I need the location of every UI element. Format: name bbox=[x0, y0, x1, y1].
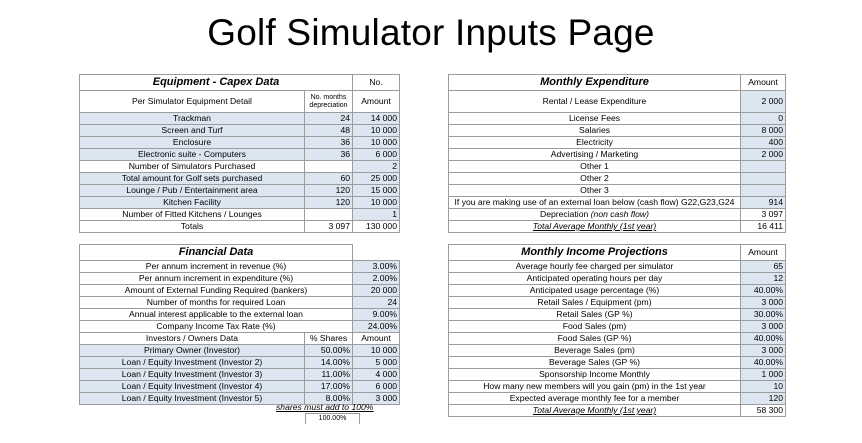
expenditure-row-value-cell[interactable] bbox=[741, 173, 786, 185]
equipment-header: Equipment - Capex Data bbox=[80, 75, 353, 91]
equipment-row-amount-cell[interactable]: 1 bbox=[353, 209, 400, 221]
expenditure-row bbox=[449, 185, 786, 197]
investors-shares-header: % Shares bbox=[305, 333, 353, 345]
equipment-row-months-cell[interactable]: 24 bbox=[305, 113, 353, 125]
investor-row bbox=[80, 345, 400, 357]
income-row-label: Sponsorship Income Monthly bbox=[449, 369, 741, 381]
income-row bbox=[449, 297, 786, 309]
expenditure-row bbox=[449, 197, 786, 209]
income-total-value: 58 300 bbox=[741, 405, 786, 417]
financial-row-value-cell[interactable]: 24 bbox=[353, 297, 400, 309]
financial-row-label: Per annum increment in revenue (%) bbox=[80, 261, 353, 273]
expenditure-total-label: Total Average Monthly (1st year) bbox=[449, 221, 741, 233]
income-total-label: Total Average Monthly (1st year) bbox=[449, 405, 741, 417]
expenditure-row-value-cell[interactable]: 2 000 bbox=[741, 91, 786, 113]
financial-header: Financial Data bbox=[80, 245, 353, 261]
equipment-row-label: Trackman bbox=[80, 113, 305, 125]
investor-row-label: Primary Owner (Investor) bbox=[80, 345, 305, 357]
equipment-no-header: No. bbox=[353, 75, 400, 91]
investor-row-shares-cell[interactable]: 17.00% bbox=[305, 381, 353, 393]
financial-row-label: Per annum increment in expenditure (%) bbox=[80, 273, 353, 285]
equipment-row bbox=[80, 221, 400, 233]
expenditure-row-label: Electricity bbox=[449, 137, 741, 149]
income-row-label: Food Sales (pm) bbox=[449, 321, 741, 333]
equipment-row-amount-cell[interactable]: 10 000 bbox=[353, 125, 400, 137]
expenditure-row bbox=[449, 125, 786, 137]
equipment-row-label: Electronic suite - Computers bbox=[80, 149, 305, 161]
income-row-value-cell[interactable]: 30.00% bbox=[741, 309, 786, 321]
financial-row-label: Number of months for required Loan bbox=[80, 297, 353, 309]
investor-row-label: Loan / Equity Investment (Investor 3) bbox=[80, 369, 305, 381]
expenditure-row-value-cell[interactable]: 400 bbox=[741, 137, 786, 149]
equipment-row-label: Total amount for Golf sets purchased bbox=[80, 173, 305, 185]
investor-row bbox=[80, 357, 400, 369]
financial-row-label: Amount of External Funding Required (bankers) bbox=[80, 285, 353, 297]
equipment-sub-label: Per Simulator Equipment Detail bbox=[80, 91, 305, 113]
income-row-label: Retail Sales (GP %) bbox=[449, 309, 741, 321]
depreciation-row-label: Depreciation (non cash flow) bbox=[449, 209, 741, 221]
financial-data-table bbox=[79, 244, 400, 405]
financial-row bbox=[80, 297, 400, 309]
income-row bbox=[449, 333, 786, 345]
financial-row bbox=[80, 321, 400, 333]
equipment-row-label: Number of Fitted Kitchens / Lounges bbox=[80, 209, 305, 221]
income-row-label: Expected average monthly fee for a member bbox=[449, 393, 741, 405]
expenditure-row-label: Other 2 bbox=[449, 173, 741, 185]
financial-row-value-cell[interactable]: 20 000 bbox=[353, 285, 400, 297]
income-row-value-cell[interactable]: 65 bbox=[741, 261, 786, 273]
equipment-row-months-cell[interactable]: 48 bbox=[305, 125, 353, 137]
expenditure-row bbox=[449, 91, 786, 113]
financial-row bbox=[80, 261, 400, 273]
shares-total: 100.00% bbox=[305, 413, 360, 424]
income-row-value-cell[interactable]: 1 000 bbox=[741, 369, 786, 381]
equipment-capex-table bbox=[79, 74, 400, 233]
equipment-row-months-cell[interactable]: 36 bbox=[305, 137, 353, 149]
monthly-expenditure-amount-header: Amount bbox=[741, 75, 786, 91]
expenditure-row-value-cell[interactable] bbox=[741, 185, 786, 197]
equipment-row-months-cell[interactable]: 60 bbox=[305, 173, 353, 185]
financial-row-label: Annual interest applicable to the external loan bbox=[80, 309, 353, 321]
equipment-row bbox=[80, 113, 400, 125]
equipment-row-amount-cell: 130 000 bbox=[353, 221, 400, 233]
expenditure-row bbox=[449, 173, 786, 185]
equipment-row-label: Kitchen Facility bbox=[80, 197, 305, 209]
expenditure-row bbox=[449, 137, 786, 149]
expenditure-row-label: Other 3 bbox=[449, 185, 741, 197]
equipment-row bbox=[80, 197, 400, 209]
investor-row-shares-cell[interactable]: 50.00% bbox=[305, 345, 353, 357]
expenditure-row-value-cell[interactable]: 8 000 bbox=[741, 125, 786, 137]
equipment-row bbox=[80, 149, 400, 161]
income-row-value-cell[interactable]: 12 bbox=[741, 273, 786, 285]
equipment-row-months-cell bbox=[305, 161, 353, 173]
investors-header-label: Investors / Owners Data bbox=[80, 333, 305, 345]
equipment-row-amount-cell[interactable]: 14 000 bbox=[353, 113, 400, 125]
equipment-row-amount-cell[interactable]: 6 000 bbox=[353, 149, 400, 161]
monthly-expenditure-header: Monthly Expenditure bbox=[449, 75, 741, 91]
investor-row-shares-cell[interactable]: 14.00% bbox=[305, 357, 353, 369]
investor-row-shares-cell[interactable]: 11.00% bbox=[305, 369, 353, 381]
income-row bbox=[449, 285, 786, 297]
expenditure-row-value-cell[interactable]: 2 000 bbox=[741, 149, 786, 161]
income-row-value-cell[interactable]: 3 000 bbox=[741, 321, 786, 333]
investor-row bbox=[80, 369, 400, 381]
equipment-row-label: Enclosure bbox=[80, 137, 305, 149]
financial-row-value-cell[interactable]: 3.00% bbox=[353, 261, 400, 273]
equipment-row-label: Screen and Turf bbox=[80, 125, 305, 137]
investor-row-label: Loan / Equity Investment (Investor 4) bbox=[80, 381, 305, 393]
financial-row-value-cell[interactable]: 2.00% bbox=[353, 273, 400, 285]
income-amount-header: Amount bbox=[741, 245, 786, 261]
income-row bbox=[449, 321, 786, 333]
investor-row-amount-cell[interactable]: 5 000 bbox=[353, 357, 400, 369]
investor-row-amount-cell[interactable]: 6 000 bbox=[353, 381, 400, 393]
expenditure-row bbox=[449, 113, 786, 125]
investor-row-amount-cell[interactable]: 10 000 bbox=[353, 345, 400, 357]
equipment-row-months-cell[interactable]: 36 bbox=[305, 149, 353, 161]
equipment-row-months-cell bbox=[305, 209, 353, 221]
income-row-label: How many new members will you gain (pm) in the 1st year bbox=[449, 381, 741, 393]
investor-row-amount-cell[interactable]: 4 000 bbox=[353, 369, 400, 381]
monthly-expenditure-table bbox=[448, 74, 786, 233]
expenditure-total-value: 16 411 bbox=[741, 221, 786, 233]
equipment-row-label: Totals bbox=[80, 221, 305, 233]
equipment-row-amount-cell[interactable]: 15 000 bbox=[353, 185, 400, 197]
equipment-row-months-cell[interactable]: 120 bbox=[305, 197, 353, 209]
income-row-label: Food Sales (GP %) bbox=[449, 333, 741, 345]
income-row bbox=[449, 273, 786, 285]
page-title: Golf Simulator Inputs Page bbox=[207, 12, 655, 53]
expenditure-row-label: License Fees bbox=[449, 113, 741, 125]
monthly-income-table bbox=[448, 244, 786, 417]
expenditure-row-label: Advertising / Marketing bbox=[449, 149, 741, 161]
expenditure-row-label: If you are making use of an external loan below (cash flow) G22,G23,G24 bbox=[449, 197, 741, 209]
income-row-label: Retail Sales / Equipment (pm) bbox=[449, 297, 741, 309]
financial-row bbox=[80, 285, 400, 297]
income-row bbox=[449, 381, 786, 393]
financial-row bbox=[80, 309, 400, 321]
income-row-label: Average hourly fee charged per simulator bbox=[449, 261, 741, 273]
financial-row-label: Company Income Tax Rate (%) bbox=[80, 321, 353, 333]
expenditure-row-value-cell[interactable] bbox=[741, 161, 786, 173]
expenditure-row-label: Other 1 bbox=[449, 161, 741, 173]
equipment-amount-header: Amount bbox=[353, 91, 400, 113]
equipment-row bbox=[80, 173, 400, 185]
income-row-value-cell[interactable]: 40.00% bbox=[741, 285, 786, 297]
income-row bbox=[449, 309, 786, 321]
depreciation-row-value: 3 097 bbox=[741, 209, 786, 221]
income-row bbox=[449, 261, 786, 273]
equipment-row-label: Lounge / Pub / Entertainment area bbox=[80, 185, 305, 197]
equipment-row-amount-cell[interactable]: 25 000 bbox=[353, 173, 400, 185]
investors-amount-header: Amount bbox=[353, 333, 400, 345]
income-row-value-cell[interactable]: 10 bbox=[741, 381, 786, 393]
income-row-value-cell[interactable]: 120 bbox=[741, 393, 786, 405]
expenditure-row-value-cell: 914 bbox=[741, 197, 786, 209]
equipment-row-months-cell: 3 097 bbox=[305, 221, 353, 233]
equipment-row-amount-cell[interactable]: 10 000 bbox=[353, 137, 400, 149]
expenditure-row bbox=[449, 149, 786, 161]
investor-row-amount-cell[interactable]: 3 000 bbox=[353, 393, 400, 405]
investor-row bbox=[80, 381, 400, 393]
equipment-row bbox=[80, 209, 400, 221]
equipment-row bbox=[80, 125, 400, 137]
expenditure-row-label: Rental / Lease Expenditure bbox=[449, 91, 741, 113]
equipment-row-amount-cell[interactable]: 10 000 bbox=[353, 197, 400, 209]
expenditure-row-label: Salaries bbox=[449, 125, 741, 137]
investor-row-label: Loan / Equity Investment (Investor 2) bbox=[80, 357, 305, 369]
income-row-label: Beverage Sales (GP %) bbox=[449, 357, 741, 369]
financial-row-value-cell[interactable]: 24.00% bbox=[353, 321, 400, 333]
income-row-value-cell[interactable]: 3 000 bbox=[741, 297, 786, 309]
equipment-row-amount-cell[interactable]: 2 bbox=[353, 161, 400, 173]
income-row bbox=[449, 369, 786, 381]
expenditure-row-value-cell[interactable]: 0 bbox=[741, 113, 786, 125]
financial-row-value-cell[interactable]: 9.00% bbox=[353, 309, 400, 321]
income-row-value-cell[interactable]: 3 000 bbox=[741, 345, 786, 357]
equipment-months-header: No. months depreciation bbox=[305, 91, 353, 113]
equipment-row bbox=[80, 137, 400, 149]
shares-note: shares must add to 100% bbox=[276, 402, 374, 412]
income-header: Monthly Income Projections bbox=[449, 245, 741, 261]
income-row bbox=[449, 357, 786, 369]
equipment-row bbox=[80, 161, 400, 173]
equipment-row-months-cell[interactable]: 120 bbox=[305, 185, 353, 197]
income-row-value-cell[interactable]: 40.00% bbox=[741, 357, 786, 369]
income-row-value-cell[interactable]: 40.00% bbox=[741, 333, 786, 345]
financial-row bbox=[80, 273, 400, 285]
expenditure-row bbox=[449, 161, 786, 173]
equipment-row-label: Number of Simulators Purchased bbox=[80, 161, 305, 173]
financial-header-blank bbox=[353, 245, 400, 261]
income-row-label: Anticipated operating hours per day bbox=[449, 273, 741, 285]
income-row bbox=[449, 345, 786, 357]
investor-row-label: Loan / Equity Investment (Investor 5) bbox=[80, 393, 305, 405]
income-row bbox=[449, 393, 786, 405]
income-row-label: Anticipated usage percentage (%) bbox=[449, 285, 741, 297]
equipment-row bbox=[80, 185, 400, 197]
investor-row-shares-cell[interactable]: 8.00% bbox=[305, 393, 353, 405]
income-row-label: Beverage Sales (pm) bbox=[449, 345, 741, 357]
